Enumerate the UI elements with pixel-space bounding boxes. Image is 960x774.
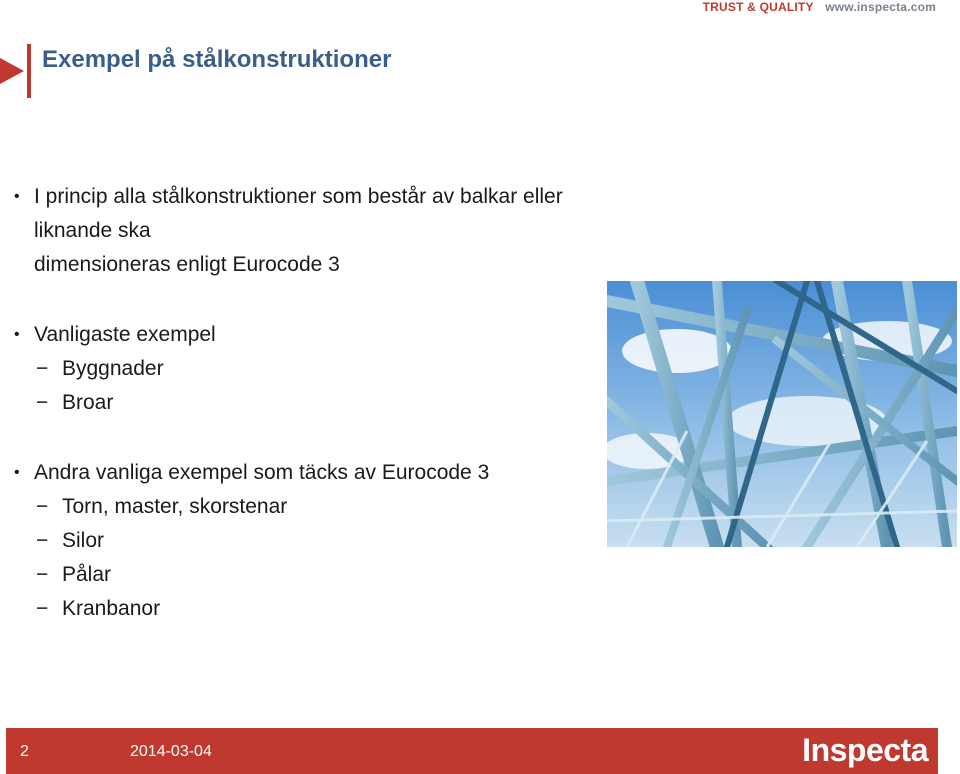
steel-truss-photo <box>607 281 957 547</box>
page-title: Exempel på stålkonstruktioner <box>42 46 392 73</box>
page-number: 2 <box>20 743 29 760</box>
bullet-item <box>14 180 604 282</box>
header-url: www.inspecta.com <box>825 0 936 14</box>
bullet-item: • Andra vanliga exempel som täcks av Eurocode 3 <box>14 456 604 490</box>
header-tagline <box>703 0 936 14</box>
footer-date: 2014-03-04 <box>130 743 212 760</box>
inspecta-logo: Inspecta <box>802 732 928 768</box>
slide-content <box>14 180 604 626</box>
sub-item: − Broar <box>14 386 604 420</box>
bullet-text-line1: I princip alla stålkonstruktioner som består av balkar eller liknande ska <box>34 185 563 242</box>
sub-item: − Pålar <box>14 558 604 592</box>
bullet-item: • Vanligaste exempel <box>14 318 604 352</box>
title-accent-bar <box>27 44 31 98</box>
sub-item: − Silor <box>14 524 604 558</box>
bullet-text-line2: dimensioneras enligt Eurocode 3 <box>34 253 340 276</box>
sub-item: − Torn, master, skorstenar <box>14 490 604 524</box>
sub-item: − Kranbanor <box>14 592 604 626</box>
footer-bar <box>6 728 938 774</box>
sub-item: − Byggnader <box>14 352 604 386</box>
tagline-text: TRUST & QUALITY <box>702 0 814 14</box>
